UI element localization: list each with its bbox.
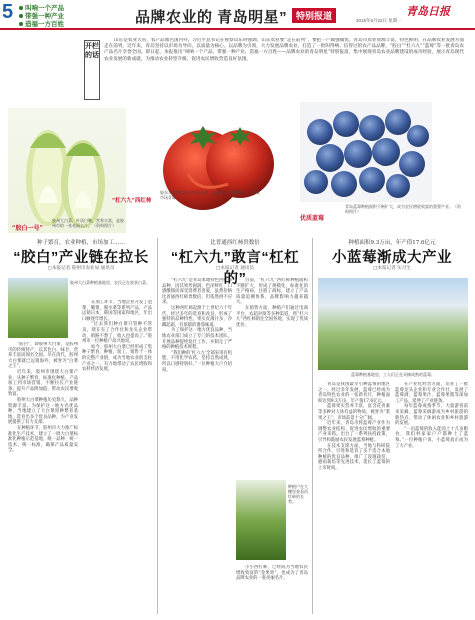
section-title: “杠六九”敢言“杠杠的” <box>170 250 300 287</box>
greenhouse-caption: 种植户在大棚里查看西红柿的长势。 <box>288 484 308 504</box>
blueberry-farm-caption: 蓝莓种植基地里，工人们正在采摘成熟的蓝莓。 <box>351 372 435 377</box>
article-body: 在产业化经营方面，培育了一批蓝莓龙头企业和专业合作社，发展了蓝莓酒、蓝莓果汁、蓝莓果酱等深加工产品，延伸了产业链条。 每年蓝莓成熟季节，大量游客前来采摘，蓝莓采摘游成为乡村旅游的新热点，带动了休闲农业和乡村旅游的发展。 “一亩蓝莓的收入能顶上十几亩粮食，我们村家家户户都种上了蓝莓。”一位种植户说，小蓝莓真正成为了大产业。 <box>395 382 468 449</box>
blueberry-caption: 青岛蓝莓种植面积不断扩大，成为农民增收致富的重要产业。（资料图片） <box>345 204 461 214</box>
bullet-dot-icon <box>19 6 23 10</box>
dateline: 2015年6月22日 星期一 <box>356 18 402 23</box>
cabbage-label: “胶白一号” <box>12 225 43 232</box>
section-title: “胶白”产业链在拉长 <box>13 250 149 266</box>
article-body: 目前，“杠六九”西红柿种植面积不断扩大，形成了规模化、标准化的生产格局，注册了商标，建立了产品质量追溯体系，品牌影响力越来越大。 在销售方面，种植户们通过电商平台、农超对接等多种渠道，将“杠六九”西红柿销往全国各地，实现了优质优价。 <box>236 278 308 328</box>
header-bullet: 带强一种产业 <box>19 11 64 20</box>
intro-text: 山东是农业大省，农产品闻名国内外。习近平总书记在视察山东时强调，山东农业要“走在前列”，要把一产做强做优。青岛市农业资源丰富，特色鲜明，在品牌农业发展方面走在前列。近年来，青岛坚持以市场为导向，以质量为核心，以品牌为引领，大力发展品牌农业，打造了一批叫得响、信得过的农产品品牌，“胶白”“杠六九”“蓝莓”等一批青岛农产品名片享誉全国。即日起，本报推出“叫响一个产品、带强一种产业、造福一方百姓——品牌农业的青岛明星”特别报道，集中展现青岛农业品牌建设的成功经验，展示青岛现代农业发展的新成就，为推动农业转型升级、促进农民增收营造良好氛围。 <box>104 38 464 62</box>
tomato-label: “杠六九”西红柿 <box>112 198 152 204</box>
section-byline: □本报记者 实习生 <box>373 266 411 271</box>
cabbage-caption: 胶州大白菜，叶质白嫩，营养丰富，是胶州市的一张亮丽名片。（资料图片） <box>52 218 124 228</box>
bullet-dot-icon <box>19 22 23 26</box>
column-divider <box>157 238 158 614</box>
section-kicker: 种植面积9.3万亩，年产值17.6亿元 <box>348 240 436 246</box>
newspaper-logo: 青岛日报 <box>406 5 450 18</box>
column-intro-label: 开栏的话 <box>84 40 100 100</box>
greenhouse-photo <box>236 480 286 560</box>
blueberry-photo <box>300 102 432 202</box>
page-title: 品牌农业的 青岛明星” <box>135 9 288 26</box>
field-photo <box>8 278 68 338</box>
column-divider <box>312 238 313 614</box>
field-photo-caption: 胶州大白菜种植基地里，农民正在收获白菜。 <box>70 280 150 285</box>
article-body: 小小西红柿，已经成为当地农民增收致富的“金果果”，也成为了青岛品牌农业的一张亮丽名片。 <box>236 565 308 582</box>
section-kicker: 种子繁育，农业种植，市场加工…… <box>36 240 125 246</box>
section-byline: □本报记者 通讯员 <box>216 266 254 271</box>
cabbage-photo <box>8 108 126 233</box>
article-body: 在加工环节，当地企业开发了泡菜、腌菜、脱水菜等系列产品，产品远销日本、韩国等国家和地区，年出口额逐年增长。 “过去我们种白菜只管种不管卖，现在有了合作社和龙头企业带动，销路不愁了，收入也提高了。”胶州市一位种植户高兴地说。 如今，胶州大白菜已经形成了集种子繁育、种植、加工、销售于一体的完整产业链，成为当地农业的支柱产业之一，有力地带动了农民增收和农村经济发展。 <box>82 300 152 373</box>
header-bullet: 叫响一个产品 <box>19 3 64 12</box>
article-body: 青岛是我国最早引种蓝莓的地区之一。经过多年发展，蓝莓已经成为青岛特色农业的一张新名片，种植面积达到9.3万亩，年产值17.6亿元。 蓝莓果实营养丰富，富含花青素等多种对人体有益的物质，被誉为“浆果之王”，市场前景十分广阔。 近年来，青岛市将蓝莓产业作为调整农业结构、促进农民增收的重要产业来抓，出台了一系列扶持政策，引导和鼓励农民发展蓝莓种植。 在技术支撑方面，当地与科研院所合作，引进和选育了多个适合本地种植的优良品种，推广了设施栽培、避雨栽培等先进技术，延长了蓝莓的上市时间。 <box>318 382 390 471</box>
blueberry-label: 优质蓝莓 <box>300 215 325 222</box>
article-body: “杠六九”是青岛本地特色西红柿品种，因其果形圆润、色泽鲜红、口感酸甜而深受消费者喜爱，虽然价格比普通西红柿贵数倍，但依然供不应求。 这种西红柿起源于上世纪六十年代，经过多年的选育和改良，形成了独特的品种特性。果实皮薄汁多，沙瓤起霜，有浓郁的番茄味道。 为了保护这一地方优良品种，当地农业部门成立了专门的技术团队，开展品种提纯复壮工作，并制定了严格的种植技术规程。 “我们种的‘杠六九’全部采用有机肥，不用化学农药，坚持自然成熟，所以口感特别好。”一位种植大户介绍说。 <box>162 278 232 373</box>
blueberry-illustration <box>300 102 432 202</box>
tomato-photo <box>158 104 278 232</box>
tomato-caption: 胶东半岛的特色西红柿品种，皮薄汁多，酸甜适口，深受市场青睐。 <box>160 190 260 200</box>
article-body: “胶白”，即胶州大白菜，是胶州市的传统特产，以其色白、味甘、营养丰富而闻名全国。早在清代，胶州大白菜就已远销海外，被誉为“白菜之王”。 近年来，胶州市围绕大白菜产业，从种子繁育、标准化种植、产品加工到市场营销，不断拉长产业链条，提升产品附加值，带动农民增收致富。 胶州大白菜种植历史悠久，品种资源丰富。为保护这一地方名优品种，当地建立了大白菜原种繁育基地，选育出多个优良品种，为产业发展提供了有力支撑。 在种植环节，胶州市大力推广标准化生产技术，建立了一批大白菜标准化种植示范基地，统一品种、统一技术、统一标准，确保产品质量安全。 <box>8 342 78 454</box>
header-bullet: 造福一方百姓 <box>19 19 64 28</box>
section-kicker: 比普通西红柿贵数倍 <box>210 240 260 246</box>
section-title: 小蓝莓渐成大产业 <box>332 250 452 266</box>
section-byline: □本报记者 胶州市农业局 通讯员 <box>47 266 115 271</box>
bullet-dot-icon <box>19 14 23 18</box>
special-report-badge: 特别报道 <box>292 8 336 23</box>
tomato-illustration <box>158 104 278 232</box>
blueberry-farm-photo <box>318 278 468 370</box>
cabbage-illustration <box>8 108 126 233</box>
page-number: 5 <box>2 1 14 23</box>
